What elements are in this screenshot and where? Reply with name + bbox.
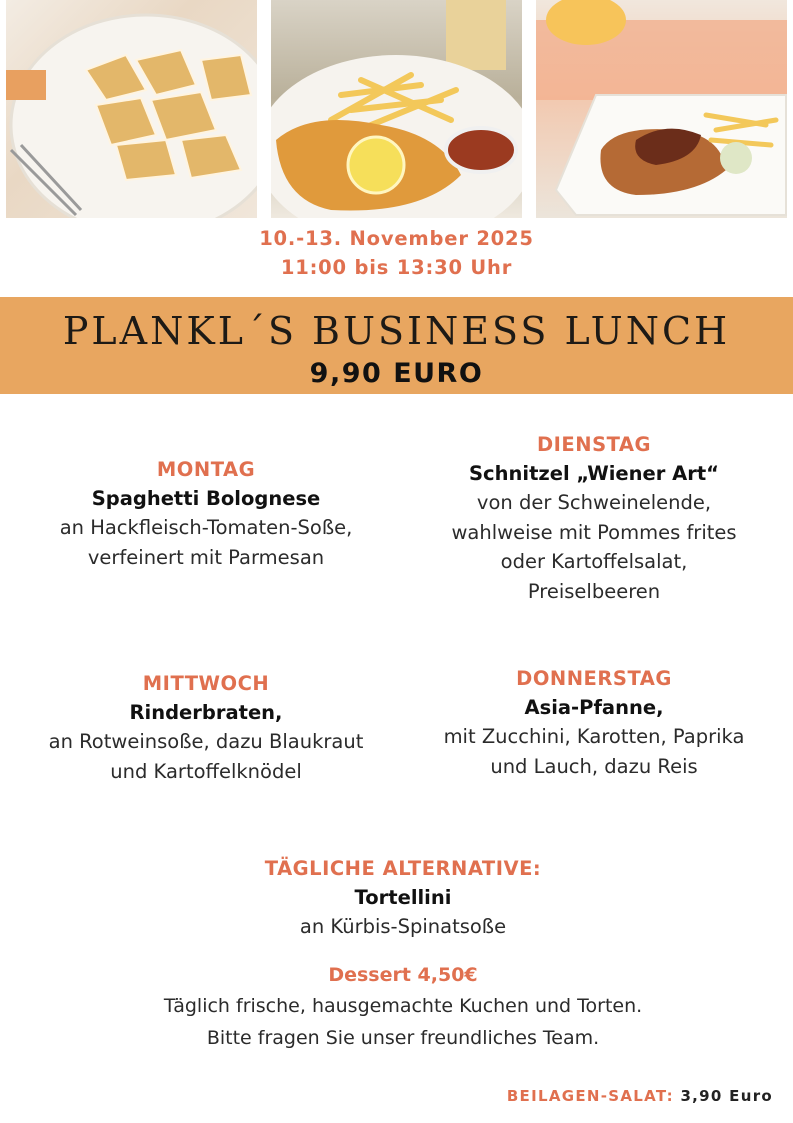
photo-kaiserschmarrn [6,0,257,218]
dessert-label: Dessert 4,50€ [328,964,478,986]
dish-description: und Lauch, dazu Reis [490,754,698,778]
dish-description: an Hackfleisch-Tomaten-Soße, [59,516,353,539]
dessert-description: Täglich frische, hausgemachte Kuchen und Torten. [163,995,643,1017]
page-title: PLANKL´S BUSINESS LUNCH [62,309,731,353]
photo-pork-steak [536,0,787,218]
dish-description: verfeinert mit Parmesan [87,545,325,569]
dish-description: an Kürbis-Spinatsoße [299,915,507,938]
day-label: MITTWOCH [142,672,270,695]
dish-description: an Rotweinsoße, dazu Blaukraut [48,730,364,753]
menu-tuesday [396,430,792,606]
date-range: 10.-13. November 2025 [259,227,534,250]
day-label: DONNERSTAG [516,667,672,690]
dish-description: wahlweise mit Pommes frites [451,520,737,544]
dish-name: Schnitzel „Wiener Art“ [469,462,719,485]
day-label: DIENSTAG [536,433,651,456]
day-label: MONTAG [156,458,256,481]
side-salad-price [507,1087,773,1105]
dish-description: und Kartoffelknödel [110,759,302,783]
dessert [0,961,793,1054]
menu-thursday [396,664,792,781]
lunch-price: 9,90 EURO [309,358,484,389]
alternative-label: TÄGLICHE ALTERNATIVE: [264,857,542,880]
side-salad-value: 3,90 Euro [680,1087,773,1105]
menu-monday [10,455,402,572]
dish-description: oder Kartoffelsalat, [500,550,688,573]
daily-alternative [0,854,793,942]
dessert-description: Bitte fragen Sie unser freundliches Team. [206,1027,600,1049]
date-time [0,224,793,282]
photo-schnitzel [271,0,522,218]
dish-name: Spaghetti Bolognese [91,487,321,510]
dish-description: mit Zucchini, Karotten, Paprika [443,725,745,748]
dish-description: Preiselbeeren [527,579,661,603]
menu-wednesday [8,669,404,786]
dish-name: Rinderbraten, [129,701,283,724]
side-salad-label: BEILAGEN-SALAT: [506,1087,674,1105]
dish-description: von der Schweinelende, [476,491,712,514]
dish-name: Asia-Pfanne, [524,696,664,719]
dish-name: Tortellini [354,886,452,909]
time-range: 11:00 bis 13:30 Uhr [280,256,513,279]
